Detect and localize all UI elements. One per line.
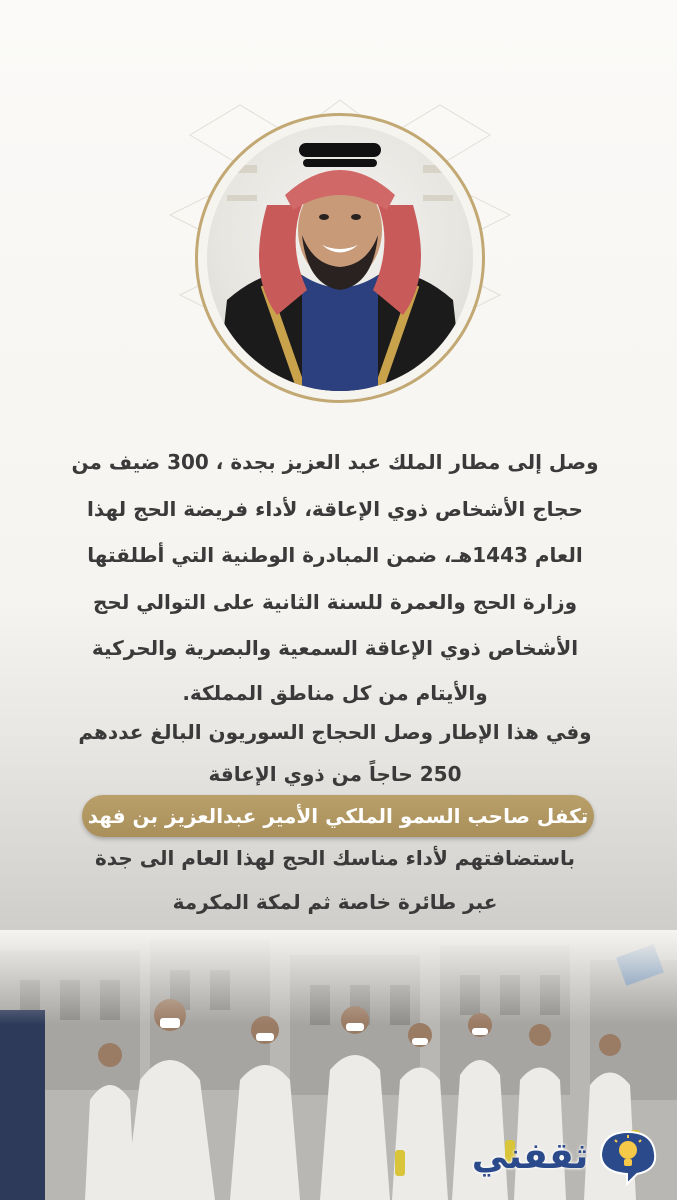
article-line: وصل إلى مطار الملك عبد العزيز بجدة ، 300 ضيف من [71,450,599,474]
article-line: وفي هذا الإطار وصل الحجاج السوريون البالغ عددهم [78,720,592,744]
brand-logo [465,1130,665,1186]
portrait-illustration [207,125,473,391]
article-line: 250 حاجاً من ذوي الإعاقة [208,762,462,786]
article-line: حجاج الأشخاص ذوي الإعاقة، لأداء فريضة الحج لهذا [87,497,583,521]
highlight-text: تكفل صاحب السمو الملكي الأمير عبدالعزيز بن فهد [87,804,589,828]
portrait-photo [207,125,473,391]
lightbulb-icon [597,1130,659,1186]
article-line: الأشخاص ذوي الإعاقة السمعية والبصرية والحركية [91,636,579,660]
article-line: وزارة الحج والعمرة للسنة الثانية على التوالي لحج [92,590,578,614]
article-line: عبر طائرة خاصة ثم لمكة المكرمة [172,890,498,914]
article-line: العام 1443هـ، ضمن المبادرة الوطنية التي أطلقتها [87,543,583,567]
article-line: والأيتام من كل مناطق المملكة. [182,681,488,705]
brand-logo-text: ثقفني [471,1136,589,1177]
article-line: باستضافتهم لأداء مناسك الحج لهذا العام الى جدة [94,846,576,870]
